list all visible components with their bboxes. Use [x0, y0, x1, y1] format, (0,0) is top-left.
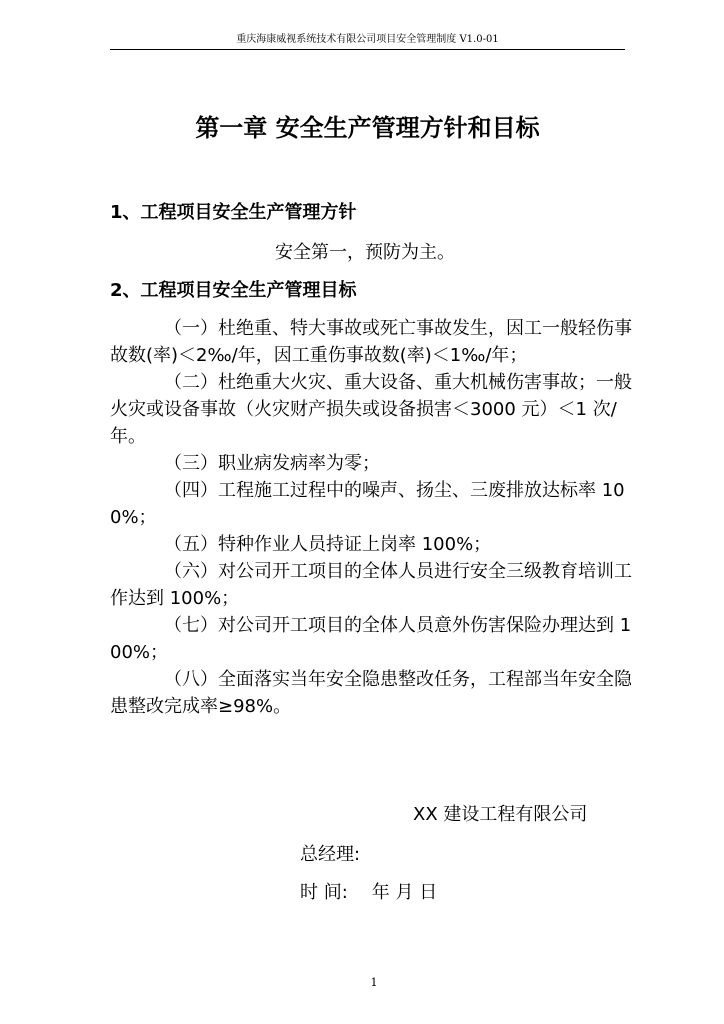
goal-item-1: （一）杜绝重、特大事故或死亡事故发生，因工一般轻伤事故数(率)＜2‰/年，因工重伤事故数(率)＜1‰/年； — [110, 318, 632, 366]
date-row — [300, 880, 437, 906]
section-1-title: 1、工程项目安全生产管理方针 — [110, 202, 357, 223]
manager-label: 总经理: — [300, 844, 361, 865]
company-name: XX 建设工程有限公司 — [413, 804, 588, 825]
goal-item-5: （五）特种作业人员持证上岗率 100%； — [164, 534, 492, 555]
goal-item-7: （七）对公司开工项目的全体人员意外伤害保险办理达到 100%； — [110, 615, 632, 663]
safety-motto: 安全第一，预防为主。 — [275, 242, 455, 263]
goal-item-6: （六）对公司开工项目的全体人员进行安全三级教育培训工作达到 100%； — [110, 561, 632, 609]
date-label: 时 间: — [300, 882, 348, 903]
date-value: 年 月 日 — [371, 882, 438, 903]
section-2-title: 2、工程项目安全生产管理目标 — [110, 280, 357, 301]
chapter-title: 第一章 安全生产管理方针和目标 — [195, 114, 540, 142]
goals-list — [110, 315, 640, 720]
page-number: 1 — [370, 976, 378, 989]
goal-item-2: （二）杜绝重大火灾、重大设备、重大机械伤害事故；一般火灾或设备事故（火灾财产损失或设备损害＜3000 元）＜1 次/年。 — [110, 372, 632, 447]
goal-item-3: （三）职业病发病率为零； — [164, 453, 380, 474]
goal-item-8: （八）全面落实当年安全隐患整改任务，工程部当年安全隐患整改完成率≥98%。 — [110, 669, 632, 717]
goal-item-4: （四）工程施工过程中的噪声、扬尘、三废排放达标率 100%； — [110, 480, 625, 528]
header-rule — [110, 49, 625, 50]
document-header: 重庆海康威视系统技术有限公司项目安全管理制度 V1.0-01 — [236, 34, 499, 45]
